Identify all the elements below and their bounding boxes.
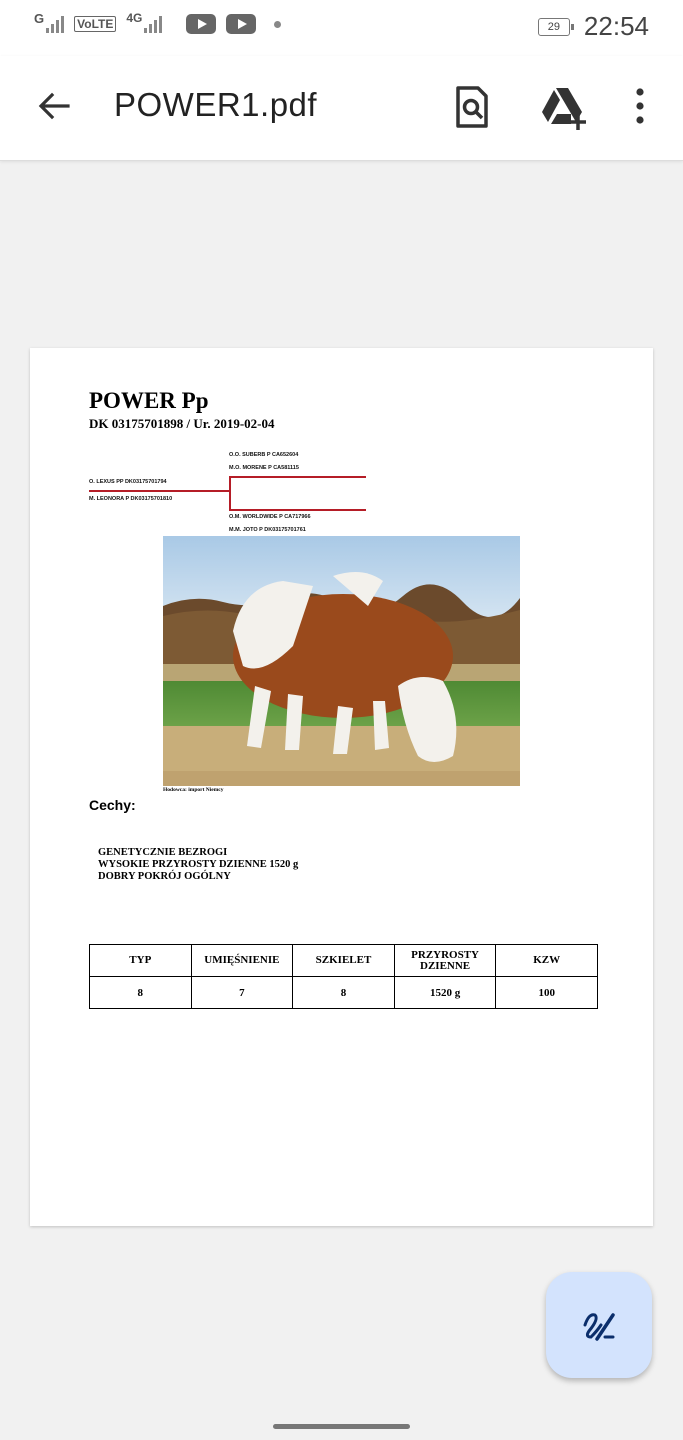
clock: 22:54: [583, 11, 649, 41]
status-bar: [0, 0, 683, 56]
pedigree-line: [89, 490, 230, 492]
breeder-caption: Hodowca: import Niemcy: [163, 787, 224, 793]
table-header-cell: UMIĘŚNIENIE: [191, 945, 293, 977]
pdf-page[interactable]: [30, 348, 653, 1226]
back-arrow-icon[interactable]: [34, 86, 74, 126]
table-cell: 1520 g: [394, 977, 496, 1009]
gesture-nav-bar[interactable]: [273, 1424, 410, 1429]
table-cell: 100: [496, 977, 598, 1009]
more-notifications-dot: [274, 21, 281, 28]
pedigree-line: [229, 476, 366, 478]
feature-item: DOBRY POKRÓJ OGÓLNY: [98, 871, 231, 882]
add-to-drive-icon[interactable]: [538, 84, 588, 130]
volte-badge: VoLTE: [74, 16, 116, 32]
table-header-row: [90, 945, 598, 977]
table-cell: 7: [191, 977, 293, 1009]
pedigree-line: [229, 509, 366, 511]
network-type-4g: 4G: [126, 11, 143, 25]
draw-icon: [581, 1307, 617, 1343]
features-heading: Cechy:: [89, 797, 136, 813]
youtube-notification-icon-2: [226, 14, 256, 34]
pedigree-dam: M. LEONORA P DK03175701810: [89, 496, 173, 502]
pedigree-oo: O.O. SUBERB P CA652604: [229, 452, 299, 458]
find-in-page-icon[interactable]: [452, 84, 492, 130]
table-header-cell: PRZYROSTY DZIENNE: [394, 945, 496, 977]
feature-item: GENETYCZNIE BEZROGI: [98, 847, 228, 858]
file-title: POWER1.pdf: [114, 86, 318, 123]
pedigree-mo: M.O. MORENE P CA581115: [229, 465, 299, 471]
bull-id-and-birthdate: DK 03175701898 / Ur. 2019-02-04: [89, 416, 275, 431]
pedigree-mm: M.M. JOTO P DK03175701761: [229, 527, 306, 533]
pedigree-line: [229, 476, 231, 510]
pedigree-om: O.M. WORLDWIDE P CA717966: [229, 514, 311, 520]
features-list: [98, 847, 298, 883]
table-cell: 8: [293, 977, 395, 1009]
battery-icon: 29: [538, 18, 570, 36]
feature-item: WYSOKIE PRZYROSTY DZIENNE 1520 g: [98, 859, 299, 870]
signal-icon: [46, 15, 64, 33]
signal-icon-2: [144, 15, 162, 33]
bull-name: POWER Pp: [89, 388, 209, 413]
stats-table: [89, 944, 598, 1009]
bull-photo: [163, 536, 520, 786]
more-vert-icon[interactable]: [630, 86, 650, 126]
pedigree-sire: O. LEXUS PP DK03175701794: [89, 479, 167, 485]
draw-fab-button[interactable]: [546, 1272, 652, 1378]
network-type-g: G: [34, 10, 45, 26]
table-row: [90, 977, 598, 1009]
table-header-cell: TYP: [90, 945, 192, 977]
youtube-notification-icon: [186, 14, 216, 34]
table-header-cell: SZKIELET: [293, 945, 395, 977]
app-bar: [0, 56, 683, 161]
table-cell: 8: [90, 977, 192, 1009]
table-header-cell: KZW: [496, 945, 598, 977]
